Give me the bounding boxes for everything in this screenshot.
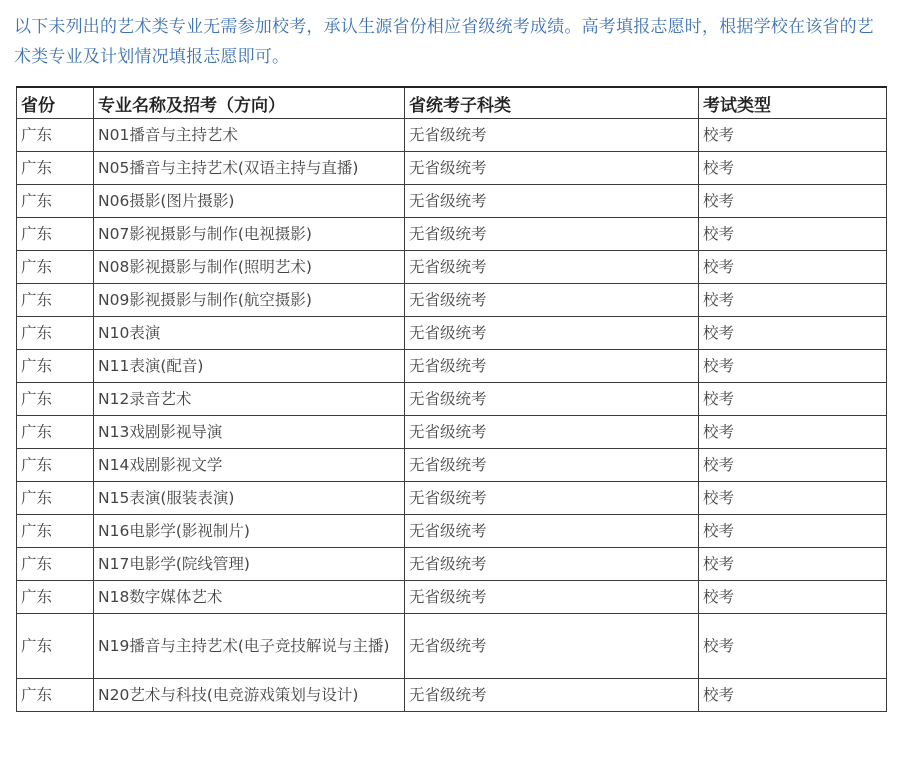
table-row bbox=[17, 449, 887, 482]
cell-exam-type: 校考 bbox=[699, 614, 887, 679]
cell-subcategory: 无省级统考 bbox=[405, 185, 699, 218]
cell-province: 广东 bbox=[17, 383, 94, 416]
cell-province: 广东 bbox=[17, 185, 94, 218]
cell-major: N08影视摄影与制作(照明艺术) bbox=[94, 251, 405, 284]
cell-exam-type: 校考 bbox=[699, 185, 887, 218]
table-row bbox=[17, 416, 887, 449]
cell-province: 广东 bbox=[17, 251, 94, 284]
cell-subcategory: 无省级统考 bbox=[405, 449, 699, 482]
cell-province: 广东 bbox=[17, 614, 94, 679]
cell-exam-type: 校考 bbox=[699, 449, 887, 482]
table-row bbox=[17, 185, 887, 218]
cell-subcategory: 无省级统考 bbox=[405, 581, 699, 614]
cell-subcategory: 无省级统考 bbox=[405, 614, 699, 679]
cell-major: N17电影学(院线管理) bbox=[94, 548, 405, 581]
cell-major: N07影视摄影与制作(电视摄影) bbox=[94, 218, 405, 251]
cell-subcategory: 无省级统考 bbox=[405, 350, 699, 383]
cell-subcategory: 无省级统考 bbox=[405, 548, 699, 581]
cell-subcategory: 无省级统考 bbox=[405, 515, 699, 548]
cell-exam-type: 校考 bbox=[699, 482, 887, 515]
table-row bbox=[17, 581, 887, 614]
cell-subcategory: 无省级统考 bbox=[405, 416, 699, 449]
intro-paragraph: 以下未列出的艺术类专业无需参加校考，承认生源省份相应省级统考成绩。高考填报志愿时，根据学校在该省的艺术类专业及计划情况填报志愿即可。 bbox=[14, 17, 874, 67]
cell-exam-type: 校考 bbox=[699, 679, 887, 712]
header-subcategory: 省统考子科类 bbox=[405, 87, 699, 119]
cell-exam-type: 校考 bbox=[699, 416, 887, 449]
cell-province: 广东 bbox=[17, 548, 94, 581]
table-row bbox=[17, 482, 887, 515]
cell-subcategory: 无省级统考 bbox=[405, 482, 699, 515]
cell-major: N20艺术与科技(电竞游戏策划与设计) bbox=[94, 679, 405, 712]
table-row bbox=[17, 383, 887, 416]
cell-major: N09影视摄影与制作(航空摄影) bbox=[94, 284, 405, 317]
cell-exam-type: 校考 bbox=[699, 119, 887, 152]
cell-major: N16电影学(影视制片) bbox=[94, 515, 405, 548]
cell-province: 广东 bbox=[17, 284, 94, 317]
table-body bbox=[17, 119, 887, 712]
cell-major: N06摄影(图片摄影) bbox=[94, 185, 405, 218]
table-row bbox=[17, 218, 887, 251]
cell-major: N19播音与主持艺术(电子竞技解说与主播) bbox=[94, 614, 405, 679]
table-row bbox=[17, 614, 887, 679]
cell-subcategory: 无省级统考 bbox=[405, 119, 699, 152]
cell-subcategory: 无省级统考 bbox=[405, 218, 699, 251]
table-row bbox=[17, 119, 887, 152]
cell-subcategory: 无省级统考 bbox=[405, 152, 699, 185]
cell-major: N05播音与主持艺术(双语主持与直播) bbox=[94, 152, 405, 185]
cell-major: N12录音艺术 bbox=[94, 383, 405, 416]
table-row bbox=[17, 251, 887, 284]
cell-province: 广东 bbox=[17, 581, 94, 614]
header-major: 专业名称及招考（方向） bbox=[94, 87, 405, 119]
cell-major: N01播音与主持艺术 bbox=[94, 119, 405, 152]
cell-exam-type: 校考 bbox=[699, 152, 887, 185]
art-majors-table bbox=[16, 86, 887, 712]
cell-subcategory: 无省级统考 bbox=[405, 284, 699, 317]
table-row bbox=[17, 317, 887, 350]
cell-exam-type: 校考 bbox=[699, 284, 887, 317]
header-province: 省份 bbox=[17, 87, 94, 119]
table-row bbox=[17, 350, 887, 383]
cell-exam-type: 校考 bbox=[699, 581, 887, 614]
table-row bbox=[17, 284, 887, 317]
cell-exam-type: 校考 bbox=[699, 383, 887, 416]
cell-province: 广东 bbox=[17, 218, 94, 251]
cell-province: 广东 bbox=[17, 515, 94, 548]
cell-exam-type: 校考 bbox=[699, 350, 887, 383]
cell-major: N10表演 bbox=[94, 317, 405, 350]
cell-major: N18数字媒体艺术 bbox=[94, 581, 405, 614]
cell-exam-type: 校考 bbox=[699, 317, 887, 350]
cell-province: 广东 bbox=[17, 416, 94, 449]
table-row bbox=[17, 152, 887, 185]
cell-subcategory: 无省级统考 bbox=[405, 317, 699, 350]
cell-province: 广东 bbox=[17, 350, 94, 383]
cell-province: 广东 bbox=[17, 679, 94, 712]
cell-subcategory: 无省级统考 bbox=[405, 383, 699, 416]
cell-major: N13戏剧影视导演 bbox=[94, 416, 405, 449]
table-header-row bbox=[17, 87, 887, 119]
cell-subcategory: 无省级统考 bbox=[405, 679, 699, 712]
cell-province: 广东 bbox=[17, 317, 94, 350]
cell-subcategory: 无省级统考 bbox=[405, 251, 699, 284]
table-row bbox=[17, 548, 887, 581]
cell-exam-type: 校考 bbox=[699, 251, 887, 284]
cell-exam-type: 校考 bbox=[699, 218, 887, 251]
cell-major: N11表演(配音) bbox=[94, 350, 405, 383]
cell-province: 广东 bbox=[17, 152, 94, 185]
cell-province: 广东 bbox=[17, 482, 94, 515]
table-row bbox=[17, 515, 887, 548]
cell-exam-type: 校考 bbox=[699, 548, 887, 581]
table-row bbox=[17, 679, 887, 712]
cell-major: N15表演(服装表演) bbox=[94, 482, 405, 515]
header-exam-type: 考试类型 bbox=[699, 87, 887, 119]
cell-province: 广东 bbox=[17, 119, 94, 152]
cell-province: 广东 bbox=[17, 449, 94, 482]
cell-exam-type: 校考 bbox=[699, 515, 887, 548]
cell-major: N14戏剧影视文学 bbox=[94, 449, 405, 482]
